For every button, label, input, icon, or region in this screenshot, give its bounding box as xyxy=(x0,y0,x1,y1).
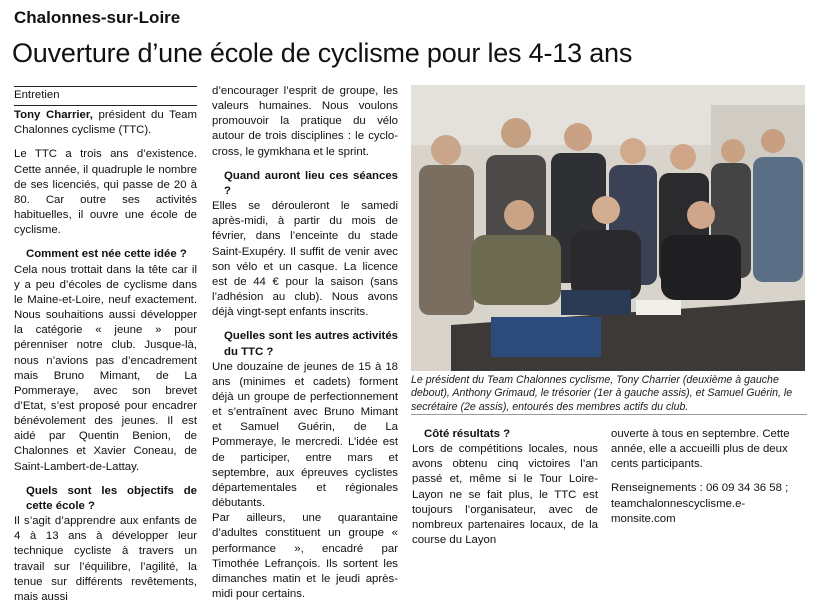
rubric-box xyxy=(14,86,197,106)
question-heading: Quand auront lieu ces séances ? xyxy=(224,169,398,197)
paragraph: d’encourager l’esprit de groupe, les valeurs humaines. Nous voulons promouvoir la pratique du vélo autour de trois disciplines : le cyclo-cross, le gymkhana et le sprint. xyxy=(212,85,398,158)
group-photo xyxy=(411,85,805,371)
paragraph: Il s’agit d’apprendre aux enfants de 4 à 13 ans à développer leur technique cycliste à travers un travail sur l’équilibre, l’agilité, la tenue sur différents revêtements, mais aussi xyxy=(14,515,197,603)
headline: Ouverture d’une école de cyclisme pour les 4-13 ans xyxy=(12,38,633,68)
question-heading: Quels sont les objectifs de cette école ? xyxy=(26,484,197,512)
rubric-label: Entretien xyxy=(14,89,60,101)
paragraph: Une douzaine de jeunes de 15 à 18 ans (minimes et cadets) forment déjà un groupe de perfectionnement et s’entraînent avec Bruno Mimant et Samuel Guérin, de La Pommeraye, le mercredi. L’idée est de participer, entre mars et septembre, aux épreuves cyclistes départementales et régionales débutants. xyxy=(212,360,398,510)
paragraph: ouverte à tous en septembre. Cette année, elle a accueilli plus de deux cents participants. xyxy=(611,428,790,471)
group-photo-illustration xyxy=(411,85,805,371)
question-heading: Côté résultats ? xyxy=(424,428,511,440)
column-3 xyxy=(412,427,598,548)
paragraph: Elles se dérouleront le samedi après-midi, à partir du mois de février, dans l’enceinte du stade Saint-Exupéry. Il suffit de venir avec son vélo et un casque. La licence est de 44 € pour la saison (sans l’adhésion au club). Nous avons déjà vingt-sept enfants inscrits. xyxy=(212,200,398,319)
paragraph: Par ailleurs, une quarantaine d’adultes constituent un groupe « performance », encadré par Timothée Lefrançois. Ils sortent les dimanches matin et le jeudi après-midi pour certains. xyxy=(212,512,398,600)
contact-info: Renseignements : 06 09 34 36 58 ; teamchalonnescyclisme.e-monsite.com xyxy=(611,482,789,525)
kicker-town: Chalonnes-sur-Loire xyxy=(14,8,181,27)
column-2 xyxy=(212,84,398,602)
paragraph: Cela nous trottait dans la tête car il y a peu d’écoles de cyclisme dans le Maine-et-Loire, neuf exactement. Nous souhaitions aussi développer la catégorie « jeune » pour pérenniser notre club. Jusque-là, nous n’avions pas d’encadrement mais Bruno Mimant, de La Pommeraye, avec son brevet d’Etat, s’est proposé pour encadrer bénévolement des jeunes. Il est aidé par Quentin Benion, de Chalonnes et Xavier Coneau, de Saint-Lambert-de-Lattay. xyxy=(14,263,197,473)
intro-text: président du Team Chalonnes cyclisme (TTC). xyxy=(14,109,197,137)
paragraph: Lors de compétitions locales, nous avons obtenu cinq victoires l’an passé et, même si le Tour Loire-Layon ne se fait plus, le TTC est toujours l’organisateur, avec de nombreux partenaires locaux, de la course du Layon xyxy=(412,443,598,547)
divider xyxy=(411,414,807,415)
intro xyxy=(14,108,197,138)
column-1 xyxy=(14,86,197,605)
column-4 xyxy=(611,427,805,527)
intro-name: Tony Charrier, xyxy=(14,109,93,122)
photo-caption: Le président du Team Chalonnes cyclisme, Tony Charrier (deuxième à gauche debout), Anthony Grimaud, le trésorier (1er à gauche assis), et Samuel Guérin, le secrétaire (2e assis), entourés des membres actifs du club. xyxy=(411,374,793,413)
paragraph: Le TTC a trois ans d’existence. Cette année, il quadruple le nombre de ses licenciés, qui passe de 20 à 80. Car outre ses activités habituelles, il ouvre une école de cyclisme. xyxy=(14,148,197,237)
question-heading: Quelles sont les autres activités du TTC ? xyxy=(224,330,398,358)
question-heading: Comment est née cette idée ? xyxy=(26,248,187,261)
